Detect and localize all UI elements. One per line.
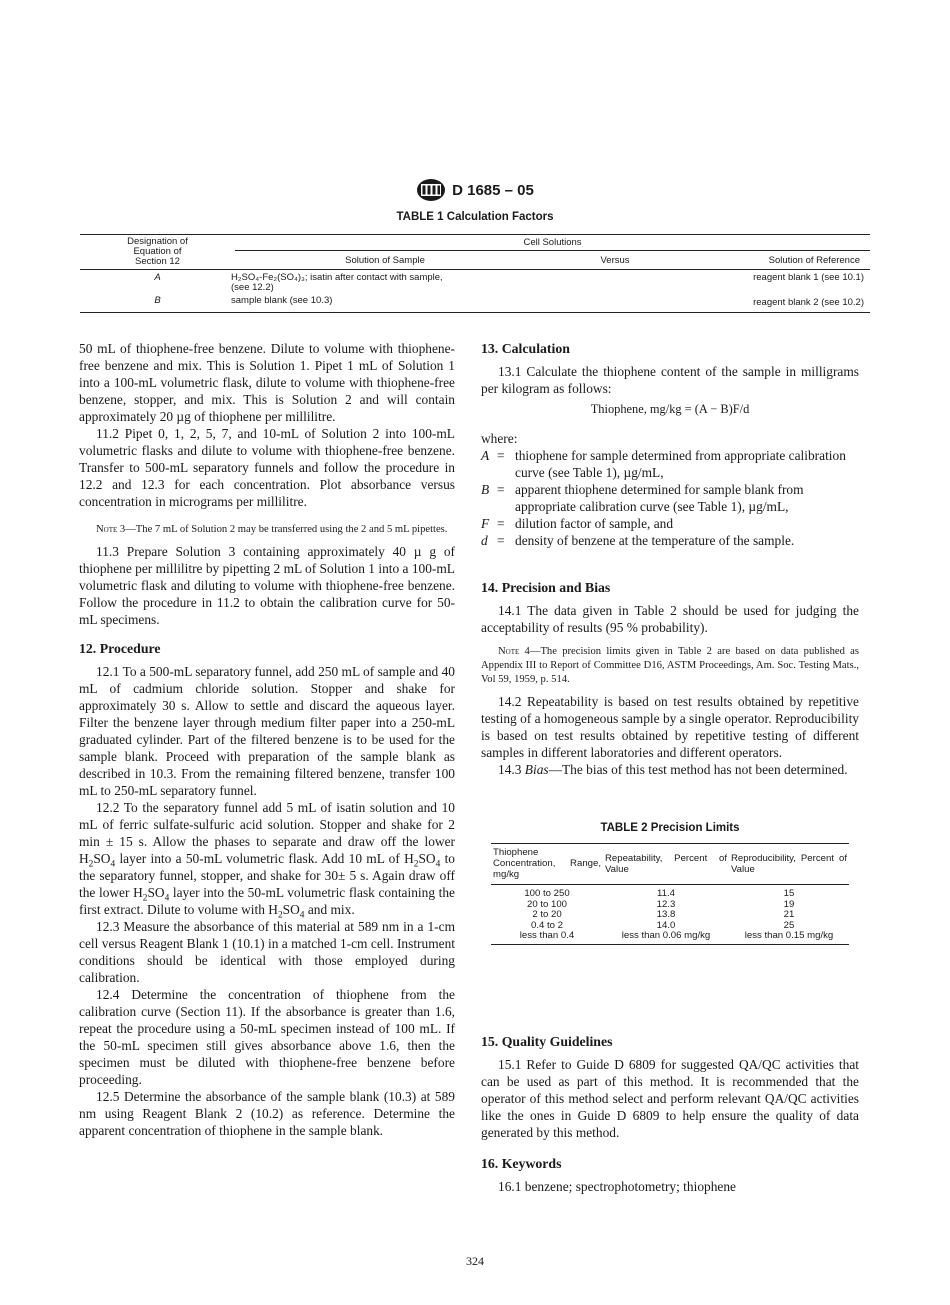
where-label: where: xyxy=(481,431,518,446)
table-row: 0.4 to 2 14.0 25 xyxy=(530,919,795,931)
paragraph-12-1: 12.1 To a 500-mL separatory funnel, add 250 mL of sample and 40 mL of cadmium chloride solution. Stopper and shake for approximately 30 s. Allow to settle and discard the aqueous layer. Filter the benzene layer through medium filter paper into a 250-mL graduated cylinder. Part of the filtered benzene is to be used for the sample blank. Proceed with preparation of the sample blank as described in 10.3. From the remaining filtered benzene, transfer 100 mL to 250-mL separatory funnel. xyxy=(79,664,455,798)
table1-header-versus: Versus xyxy=(600,255,630,266)
table2-grid xyxy=(491,843,849,945)
section-12-heading: 12. Procedure xyxy=(79,641,161,656)
table1-row-b-designation: B xyxy=(154,295,161,306)
paragraph-11-1-continued: 50 mL of thiophene-free benzene. Dilute to volume with thiophene-free benzene and mix. This is Solution 1. Pipet 1 mL of Solution 1 into a 100-mL volumetric flask, dilute to volume with thiophene-free benzene, stopper, and mix. This is Solution 2 and will contain approximately 20 µg of thiophene per millilitre. xyxy=(79,341,455,424)
definition-b: B = apparent thiophene determined for sample blank from appropriate calibration curve (see Table 1), µg/mL, xyxy=(481,482,804,514)
table1-header-solution-sample: Solution of Sample xyxy=(345,255,425,266)
section-16-heading: 16. Keywords xyxy=(481,1155,562,1171)
definition-f: F = dilution factor of sample, and xyxy=(481,516,674,531)
section-15-heading: 15. Quality Guidelines xyxy=(481,1033,613,1049)
table1-row-b-sample: sample blank (see 10.3) xyxy=(231,295,333,306)
paragraph-14-2: 14.2 Repeatability is based on test results obtained by repetitive testing of a homogeneous sample by a single operator. Reproducibility is based on test results obtained by repetitive testing of different samples in different laboratories and different operators. xyxy=(481,694,859,760)
table1-row-a-reference: reagent blank 1 (see 10.1) xyxy=(753,272,864,283)
section-13-heading: 13. Calculation xyxy=(481,341,570,356)
table2-title: TABLE 2 Precision Limits xyxy=(600,822,740,834)
where-definitions xyxy=(481,447,859,549)
table1-row-b-reference: reagent blank 2 (see 10.2) xyxy=(753,297,864,308)
paragraph-16-1: 16.1 benzene; spectrophotometry; thiophene xyxy=(498,1178,736,1194)
astm-logo-icon xyxy=(416,178,446,202)
table1-title: TABLE 1 Calculation Factors xyxy=(396,211,554,223)
table2-header-concentration: Thiophene Concentration, Range, mg/kg xyxy=(491,844,603,885)
document-header xyxy=(0,178,950,202)
note-3: Note 3—The 7 mL of Solution 2 may be transferred using the 2 and 5 mL pipettes. xyxy=(96,524,448,535)
left-column xyxy=(79,340,455,1139)
paragraph-12-4: 12.4 Determine the concentration of thiophene from the calibration curve (Section 11). If the absorbance is greater than 1.6, repeat the procedure using a 50-mL specimen instead of 100 mL. If the 50-mL specimen still gives absorbance above 1.6, then the specimen must be diluted with thiophene-free benzene before proceeding. xyxy=(79,987,455,1087)
paragraph-15-1: 15.1 Refer to Guide D 6809 for suggested QA/QC activities that can be used as part of this method. It is recommended that the operator of this method select and perform relevant QA/QC activities like the ones in Guide D 6809 to help ensure the quality of data generated by this method. xyxy=(481,1056,859,1140)
table1-header-solution-reference: Solution of Reference xyxy=(768,255,860,266)
table1-row-a-designation: A xyxy=(154,272,161,283)
table2 xyxy=(481,820,859,945)
formula: Thiophene, mg/kg = (A − B)F/d xyxy=(590,402,750,416)
table2-header-repeatability: Repeatability, Percent of Value xyxy=(603,844,729,885)
paragraph-14-3: 14.3 Bias—The bias of this test method has not been determined. xyxy=(498,762,848,777)
paragraph-12-5: 12.5 Determine the absorbance of the sample blank (10.3) at 589 nm using Reagent Blank 2 (10.2) as reference. Determine the apparent concentration of thiophene in the sample blank. xyxy=(79,1089,455,1138)
table-row: 100 to 250 11.4 15 xyxy=(524,888,795,899)
table1-header-designation: Designation of Equation of Section 12 xyxy=(127,236,188,267)
right-column xyxy=(481,340,859,1195)
table-row: 2 to 20 13.8 21 xyxy=(532,909,795,920)
note-4: Note 4—The precision limits given in Table 2 are based on data published as Appendix III to Report of Committee D16, ASTM Proceedings, Am. Soc. Testing Mats., Vol 59, 1959, p. 514. xyxy=(481,646,859,685)
table-row: less than 0.4 less than 0.06 mg/kg less than 0.15 mg/kg xyxy=(491,931,849,944)
table-row: 20 to 100 12.3 19 xyxy=(526,898,795,910)
table2-header-reproducibility: Reproducibility, Percent of Value xyxy=(729,844,849,885)
paragraph-12-2: 12.2 To the separatory funnel add 5 mL of isatin solution and 10 mL of ferric sulfate-sulfuric acid solution. Stopper and shake for 2 min ± 15 s. Allow the phases to separate and draw off the lower $H_2SO_4$ layer into a 50-mL volumetric flask. Add 10 mL of $H_2SO_4$ to the separatory funnel, stopper, and shake for 30± 5 s. Again draw off the lower $H_2SO_4$ layer into the 50-mL volumetric flask containing the first extract. Dilute to volume with $H_2SO_4$ and mix. xyxy=(79,800,455,921)
paragraph-11-3: 11.3 Prepare Solution 3 containing approximately 40 µ g of thiophene per millilitre by pipetting 2 mL of Solution 1 into a 100-mL volumetric flask and diluting to volume with thiophene-free benzene. Follow the procedure in 11.2 to obtain the calibration curve for 50-mL specimens. xyxy=(79,544,455,627)
document-designation: D 1685 – 05 xyxy=(452,181,534,199)
table1-header-cell-solutions: Cell Solutions xyxy=(523,237,582,248)
table1-row-a-sample: H₂SO₄-Fe₂(SO₄)₃; isatin after contact with sample, (see 12.2) xyxy=(231,272,443,293)
paragraph-13-1: 13.1 Calculate the thiophene content of the sample in milligrams per kilogram as follows: xyxy=(481,364,859,396)
page-number: 324 xyxy=(466,1254,484,1268)
paragraph-12-3: 12.3 Measure the absorbance of this material at 589 nm in a 1-cm cell versus Reagent Blank 1 (10.1) in a matched 1-cm cell. Instrument conditions should be identical with those employed during calibration. xyxy=(79,919,455,985)
paragraph-14-1: 14.1 The data given in Table 2 should be used for judging the acceptability of results (95 % probability). xyxy=(481,603,859,635)
section-14-heading: 14. Precision and Bias xyxy=(481,580,611,595)
definition-a: A = thiophene for sample determined from appropriate calibration curve (see Table 1), µg/mL, xyxy=(481,448,846,480)
paragraph-11-2: 11.2 Pipet 0, 1, 2, 5, 7, and 10-mL of Solution 2 into 100-mL volumetric flasks and dilute to volume with thiophene-free benzene. Transfer to 500-mL separatory funnels and follow the procedure in 12.2 and 12.3 for each concentration. Plot absorbance versus concentration in micrograms per millilitre. xyxy=(79,426,455,509)
definition-d: d = density of benzene at the temperature of the sample. xyxy=(481,533,795,548)
